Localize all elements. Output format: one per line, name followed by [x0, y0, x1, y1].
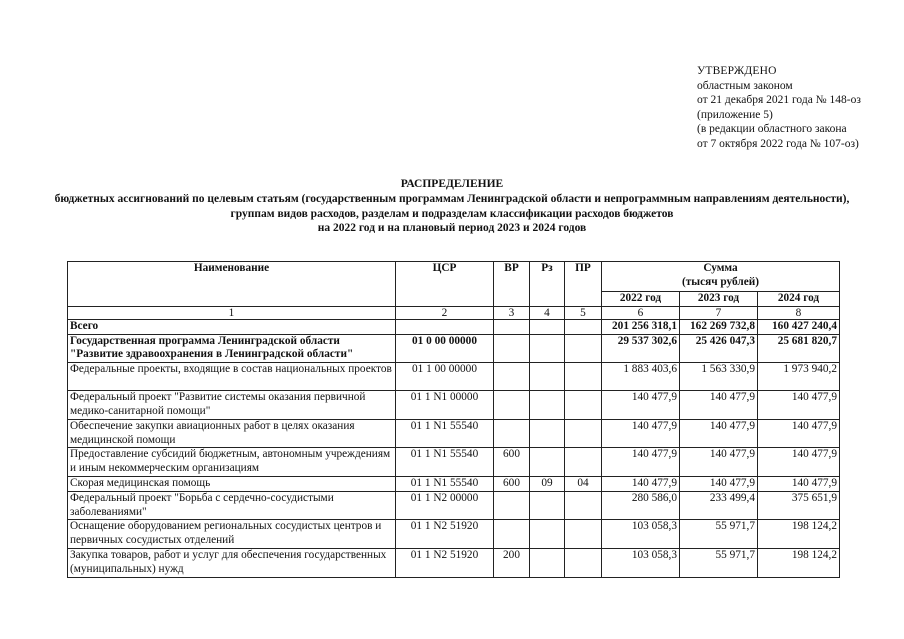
row-rz [530, 548, 565, 577]
table-row [68, 334, 840, 363]
header-sum-label: Сумма [703, 262, 738, 274]
row-2022: 103 058,3 [602, 548, 680, 577]
row-pr [565, 319, 602, 334]
title-line: группам видов расходов, разделам и подразделам классификации расходов бюджетов [230, 207, 674, 220]
row-2022: 140 477,9 [602, 419, 680, 448]
header-sum-unit: (тысяч рублей) [681, 275, 760, 288]
table-row [68, 419, 840, 448]
row-2022: 140 477,9 [602, 391, 680, 420]
row-rz [530, 391, 565, 420]
approval-line: (приложение 5) [697, 108, 773, 121]
table-row [68, 476, 840, 491]
approval-line: (в редакции областного закона [697, 123, 847, 136]
row-2022: 1 883 403,6 [602, 363, 680, 391]
row-csr [396, 319, 494, 334]
row-rz [530, 334, 565, 363]
table-row [68, 363, 840, 391]
row-csr: 01 1 N1 55540 [396, 476, 494, 491]
row-2024: 140 477,9 [758, 476, 840, 491]
row-csr: 01 1 N1 00000 [396, 391, 494, 420]
title-line: на 2022 год и на плановый период 2023 и 2024 годов [317, 222, 587, 235]
row-csr: 01 0 00 00000 [396, 334, 494, 363]
row-csr: 01 1 N2 51920 [396, 520, 494, 549]
row-2023: 25 426 047,3 [680, 334, 758, 363]
row-2023: 55 971,7 [680, 520, 758, 549]
row-rz [530, 491, 565, 520]
row-name: Государственная программа Ленинградской области "Развитие здравоохранения в Ленинградской области" [68, 334, 396, 363]
row-2023: 233 499,4 [680, 491, 758, 520]
column-number: 6 [602, 306, 680, 319]
row-name: Закупка товаров, работ и услуг для обеспечения государственных (муниципальных) нужд [68, 548, 396, 577]
table-row [68, 491, 840, 520]
row-name: Обеспечение закупки авиационных работ в целях оказания медицинской помощи [68, 419, 396, 448]
row-rz [530, 419, 565, 448]
approval-line: от 21 декабря 2021 года № 148-оз [697, 94, 861, 107]
row-rz [530, 448, 565, 477]
row-vr [494, 334, 530, 363]
row-pr [565, 391, 602, 420]
table-row [68, 448, 840, 477]
row-name: Оснащение оборудованием региональных сосудистых центров и первичных сосудистых отделений [68, 520, 396, 549]
header-rz: Рз [530, 262, 565, 307]
row-2024: 198 124,2 [758, 520, 840, 549]
row-vr: 200 [494, 548, 530, 577]
row-vr [494, 491, 530, 520]
row-vr: 600 [494, 476, 530, 491]
column-number: 3 [494, 306, 530, 319]
row-pr: 04 [565, 476, 602, 491]
row-name: Скорая медицинская помощь [68, 476, 396, 491]
row-csr: 01 1 00 00000 [396, 363, 494, 391]
row-rz [530, 520, 565, 549]
row-2024: 25 681 820,7 [758, 334, 840, 363]
row-pr [565, 363, 602, 391]
row-pr [565, 520, 602, 549]
header-csr: ЦСР [396, 262, 494, 307]
row-name: Федеральный проект "Развитие системы оказания первичной медико-санитарной помощи" [68, 391, 396, 420]
row-2024: 140 477,9 [758, 448, 840, 477]
approval-line: от 7 октября 2022 года № 107-оз) [697, 137, 859, 150]
table-row [68, 520, 840, 549]
approval-line: УТВЕРЖДЕНО [697, 65, 777, 77]
column-number: 2 [396, 306, 494, 319]
header-pr: ПР [565, 262, 602, 307]
row-2022: 280 586,0 [602, 491, 680, 520]
row-name: Предоставление субсидий бюджетным, автономным учреждениям и иным некоммерческим организациям [68, 448, 396, 477]
row-2023: 1 563 330,9 [680, 363, 758, 391]
row-name: Федеральные проекты, входящие в состав национальных проектов [68, 363, 396, 391]
row-2022: 140 477,9 [602, 476, 680, 491]
row-vr [494, 391, 530, 420]
row-2023: 140 477,9 [680, 448, 758, 477]
budget-table [67, 261, 840, 578]
row-vr [494, 419, 530, 448]
row-rz: 09 [530, 476, 565, 491]
row-2024: 375 651,9 [758, 491, 840, 520]
column-number: 5 [565, 306, 602, 319]
column-number: 4 [530, 306, 565, 319]
row-2024: 140 477,9 [758, 391, 840, 420]
title-heading: РАСПРЕДЕЛЕНИЕ [400, 178, 504, 190]
row-2023: 55 971,7 [680, 548, 758, 577]
table-row [68, 548, 840, 577]
row-2023: 140 477,9 [680, 391, 758, 420]
row-2023: 162 269 732,8 [680, 319, 758, 334]
header-vr: ВР [494, 262, 530, 307]
row-vr [494, 319, 530, 334]
row-2022: 29 537 302,6 [602, 334, 680, 363]
row-csr: 01 1 N1 55540 [396, 448, 494, 477]
row-vr [494, 363, 530, 391]
row-name: Всего [68, 319, 396, 334]
row-csr: 01 1 N2 51920 [396, 548, 494, 577]
header-year-2022: 2022 год [602, 292, 680, 307]
row-csr: 01 1 N2 00000 [396, 491, 494, 520]
row-2024: 198 124,2 [758, 548, 840, 577]
row-2022: 103 058,3 [602, 520, 680, 549]
column-numbers-row [68, 306, 840, 319]
row-vr [494, 520, 530, 549]
row-pr [565, 334, 602, 363]
row-2023: 140 477,9 [680, 419, 758, 448]
row-rz [530, 319, 565, 334]
title-line: бюджетных ассигнований по целевым статьям (государственным программам Ленинградской области и непрограммным направлениям деятельности), [54, 192, 850, 205]
row-pr [565, 548, 602, 577]
table-row [68, 319, 840, 334]
row-2024: 140 477,9 [758, 419, 840, 448]
header-sum [602, 262, 840, 292]
approval-stamp [697, 64, 861, 152]
header-year-2023: 2023 год [680, 292, 758, 307]
header-name: Наименование [68, 262, 396, 307]
header-year-2024: 2024 год [758, 292, 840, 307]
row-2024: 1 973 940,2 [758, 363, 840, 391]
table-row [68, 391, 840, 420]
row-pr [565, 419, 602, 448]
row-rz [530, 363, 565, 391]
row-vr: 600 [494, 448, 530, 477]
row-2022: 201 256 318,1 [602, 319, 680, 334]
column-number: 8 [758, 306, 840, 319]
approval-line: областным законом [697, 79, 793, 92]
row-pr [565, 448, 602, 477]
row-csr: 01 1 N1 55540 [396, 419, 494, 448]
document-title [0, 177, 904, 236]
row-pr [565, 491, 602, 520]
column-number: 1 [68, 306, 396, 319]
row-2022: 140 477,9 [602, 448, 680, 477]
row-2024: 160 427 240,4 [758, 319, 840, 334]
row-2023: 140 477,9 [680, 476, 758, 491]
row-name: Федеральный проект "Борьба с сердечно-сосудистыми заболеваниями" [68, 491, 396, 520]
column-number: 7 [680, 306, 758, 319]
